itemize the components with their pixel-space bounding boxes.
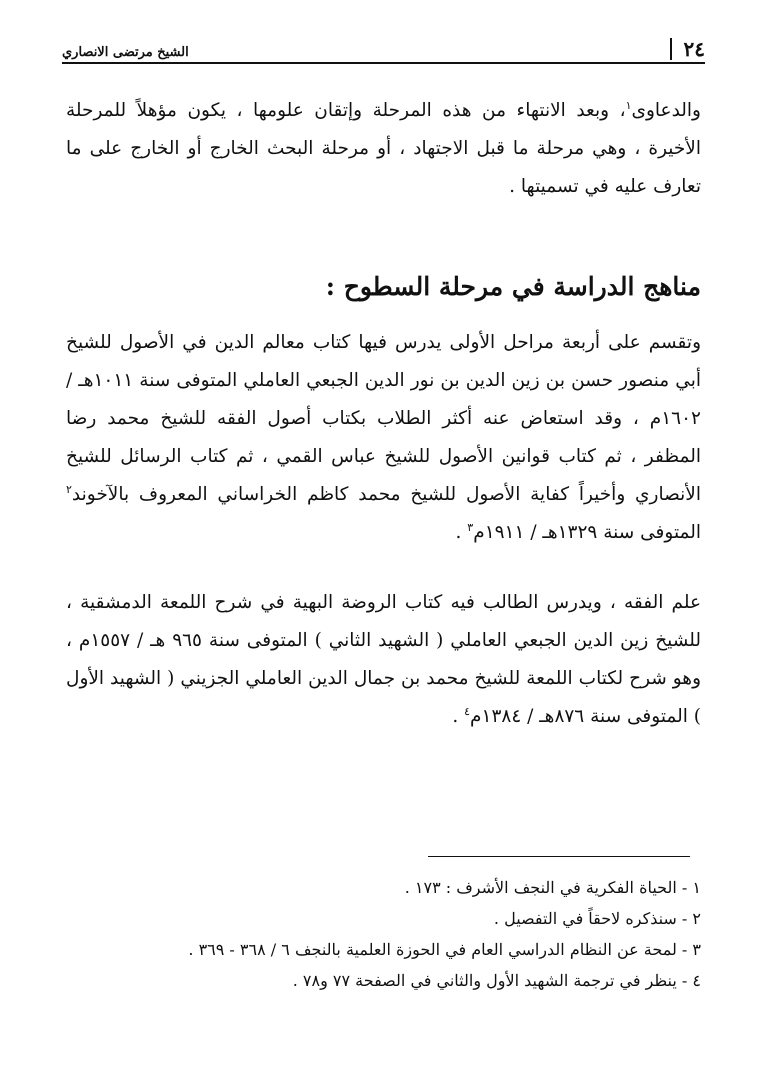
page-header: [62, 30, 705, 60]
footnote-ref-4: ٤: [464, 704, 471, 718]
paragraph-2-text-b: المتوفى سنة ١٣٢٩هـ / ١٩١١م: [473, 522, 701, 543]
paragraph-2-text-a: وتقسم على أربعة مراحل الأولى يدرس فيها كتاب معالم الدين في الأصول للشيخ أبي منصور حسن بن زين الدين بن نور الدين الجبعي العاملي المتوفى سنة ١٠١١هـ / ١٦٠٢م ، وقد استعاض عنه أكثر الطلاب بكتاب أصول الفقه للشيخ محمد رضا المظفر ، ثم كتاب قوانين الأصول للشيخ عباس القمي ، ثم كتاب الرسائل للشيخ الأنصاري وأخيراً كفاية الأصول للشيخ محمد كاظم الخراساني المعروف بالآخوند: [66, 332, 701, 505]
paragraph-3: [66, 584, 701, 736]
footnote-separator: [428, 856, 690, 857]
footnote-3: ٣ - لمحة عن النظام الدراسي العام في الحوزة العلمية بالنجف ٦ / ٣٦٨ - ٣٦٩ .: [188, 940, 701, 959]
paragraph-3-text-a: علم الفقه ، ويدرس الطالب فيه كتاب الروضة البهية في شرح اللمعة الدمشقية ، للشيخ زين الدين الجبعي العاملي ( الشهيد الثاني ) المتوفى سنة ٩٦٥ هـ / ١٥٥٧م ، وهو شرح لكتاب اللمعة للشيخ محمد بن جمال الدين العاملي الجزيني ( الشهيد الأول ) المتوفى سنة ٨٧٦هـ / ١٣٨٤م: [66, 592, 701, 727]
footnote-ref-1: ١: [625, 98, 632, 112]
paragraph-3-text-b: .: [452, 706, 465, 727]
paragraph-2-text-c: .: [455, 522, 468, 543]
paragraph-2: [66, 324, 701, 552]
footnote-1: ١ - الحياة الفكرية في النجف الأشرف : ١٧٣ .: [404, 878, 701, 897]
paragraph-1-text-a: والدعاوى: [631, 100, 701, 121]
paragraph-1: [66, 92, 701, 206]
section-heading: مناهج الدراسة في مرحلة السطوح :: [325, 272, 701, 301]
footnote-4: ٤ - ينظر في ترجمة الشهيد الأول والثاني في الصفحة ٧٧ و٧٨ .: [292, 971, 701, 990]
page-number: ٢٤: [670, 38, 705, 60]
header-rule: [62, 62, 705, 64]
footnote-ref-2: ٢: [66, 482, 72, 496]
footnote-2: ٢ - سنذكره لاحقاً في التفصيل .: [493, 909, 701, 928]
footnote-ref-3: ٣: [467, 520, 474, 534]
footnotes: [66, 872, 701, 996]
paragraph-1-text-b: ، وبعد الانتهاء من هذه المرحلة وإتقان علومها ، يكون مؤهلاً للمرحلة الأخيرة ، وهي مرحلة ما قبل الاجتهاد ، أو مرحلة البحث الخارج أو الخارج على ما تعارف عليه في تسميتها .: [66, 100, 701, 197]
running-title: الشيخ مرتضى الانصاري: [62, 45, 189, 60]
